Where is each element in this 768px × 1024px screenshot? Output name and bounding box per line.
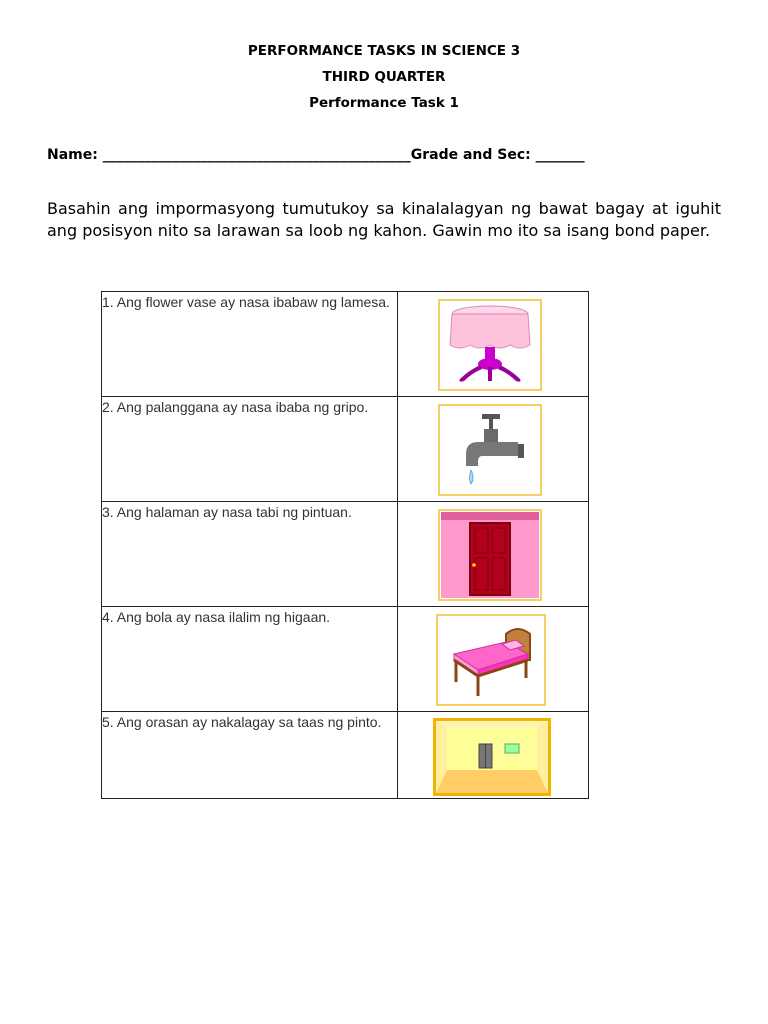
item-image-cell <box>398 607 589 712</box>
table-row <box>102 502 589 607</box>
item-text: 1. Ang flower vase ay nasa ibabaw ng lamesa. <box>102 292 398 397</box>
item-text: 2. Ang palanggana ay nasa ibaba ng gripo. <box>102 397 398 502</box>
instructions: Basahin ang impormasyong tumutukoy sa kinalalagyan ng bawat bagay at iguhit ang posisyon nito sa larawan sa loob ng kahon. Gawin mo ito sa isang bond paper. <box>47 199 721 240</box>
faucet-icon <box>438 404 542 496</box>
task-label: Performance Task 1 <box>309 95 459 111</box>
item-image-cell <box>398 292 589 397</box>
table-icon <box>438 299 542 391</box>
task-table <box>101 291 589 799</box>
item-text: 5. Ang orasan ay nakalagay sa taas ng pinto. <box>102 712 398 799</box>
quarter-label: THIRD QUARTER <box>322 69 446 85</box>
grade-blank[interactable]: _______ <box>535 147 585 163</box>
bed-icon <box>436 614 546 706</box>
name-label: Name: <box>47 147 98 163</box>
room-icon <box>433 718 551 796</box>
item-text: 3. Ang halaman ay nasa tabi ng pintuan. <box>102 502 398 607</box>
table-row <box>102 397 589 502</box>
table-row <box>102 712 589 799</box>
page-title: PERFORMANCE TASKS IN SCIENCE 3 <box>247 43 521 59</box>
door-icon <box>438 509 542 601</box>
table-row <box>102 292 589 397</box>
item-image-cell <box>398 502 589 607</box>
grade-label: Grade and Sec: <box>410 147 531 163</box>
item-image-cell <box>398 712 589 799</box>
item-text: 4. Ang bola ay nasa ilalim ng higaan. <box>102 607 398 712</box>
item-image-cell <box>398 397 589 502</box>
name-blank[interactable]: ____________________________________________ <box>102 147 411 163</box>
table-row <box>102 607 589 712</box>
name-grade-line <box>47 147 727 163</box>
